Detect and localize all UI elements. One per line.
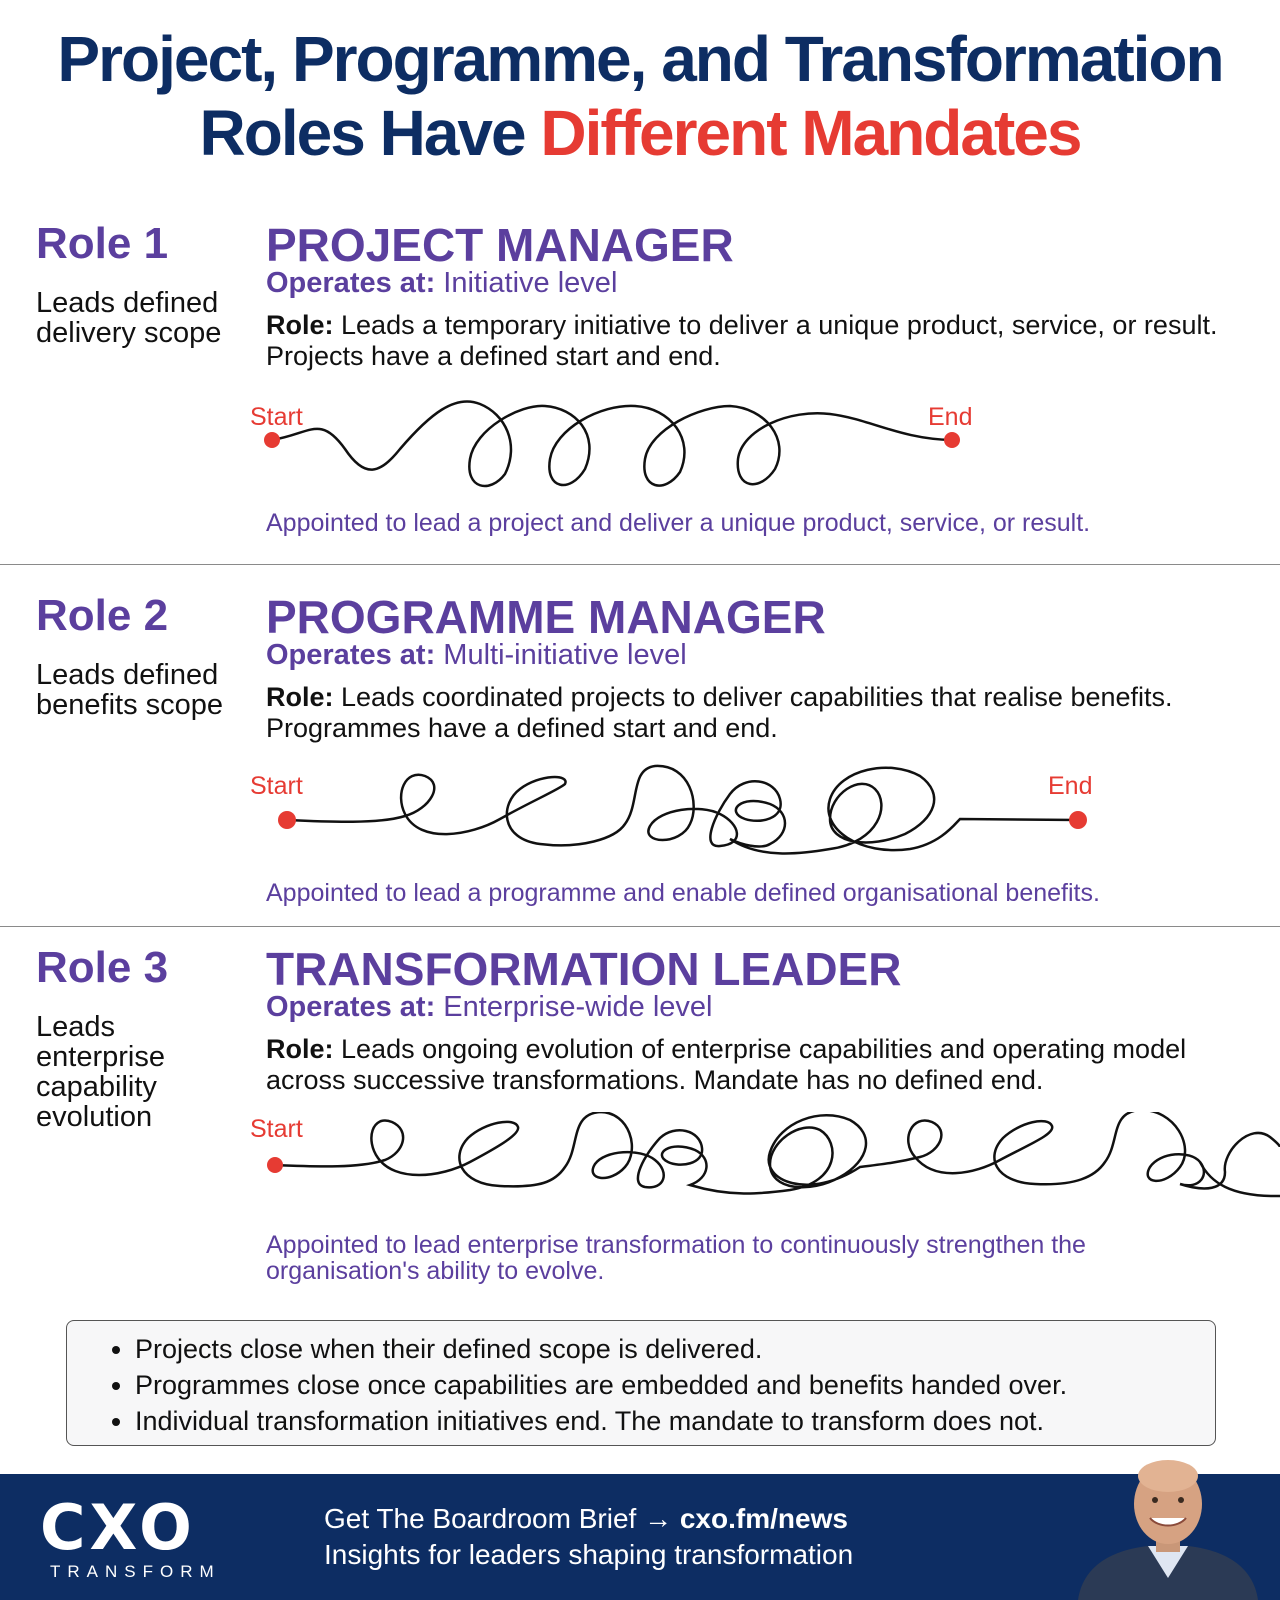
summary-notes-box [66, 1320, 1216, 1446]
start-label: Start [250, 772, 303, 800]
newsletter-cta [324, 1502, 848, 1536]
logo-subtext: TRANSFORM [50, 1562, 221, 1581]
start-label: Start [250, 403, 303, 431]
title-line-1: Project, Programme, and Transformation [57, 23, 1223, 95]
start-dot [278, 811, 296, 829]
operates-value: Enterprise-wide level [443, 991, 713, 1023]
note-item: • Programmes close once capabilities are embedded and benefits handed over. [135, 1367, 1215, 1403]
section-divider [0, 564, 1280, 565]
footer-banner [0, 1474, 1280, 1600]
journey-path-diagram [0, 394, 1280, 524]
note-item: • Individual transformation initiatives end. The mandate to transform does not. [135, 1403, 1215, 1439]
operates-label: Operates at: [266, 991, 436, 1023]
operates-value: Initiative level [443, 267, 618, 299]
title-accent-text: Different Mandates [540, 97, 1081, 169]
operates-label: Operates at: [266, 267, 436, 299]
journey-path [287, 766, 1078, 854]
role-title: PROJECT MANAGER [266, 219, 734, 271]
operates-at [266, 266, 617, 300]
journey-path [275, 1112, 1280, 1194]
role-summary: Leads defined benefits scope [36, 659, 224, 721]
role-label: Role: [266, 1034, 334, 1064]
journey-path-diagram [0, 1112, 1280, 1242]
note-item: • Projects close when their defined scope is delivered. [135, 1331, 1215, 1367]
journey-path-diagram [0, 764, 1280, 894]
title-line-2 [0, 96, 1280, 170]
end-dot [944, 432, 960, 448]
appointed-text: Appointed to lead a programme and enable defined organisational benefits. [266, 879, 1100, 907]
page-title [0, 22, 1280, 170]
role-number: Role 2 [36, 591, 169, 640]
role-title: PROGRAMME MANAGER [266, 591, 826, 643]
role-description [266, 1034, 1256, 1096]
journey-path-tail [1200, 1162, 1280, 1196]
role-description [266, 682, 1256, 744]
appointed-text: Appointed to lead a project and deliver a unique product, service, or result. [266, 509, 1091, 537]
end-label: End [1048, 772, 1093, 800]
appointed-text: Appointed to lead enterprise transformation to continuously strengthen the organisation's ability to evolve. [266, 1231, 1086, 1285]
operates-value: Multi-initiative level [443, 639, 687, 671]
role-text: Leads a temporary initiative to deliver a unique product, service, or result. Projects have a defined start and end. [266, 310, 1218, 371]
cta-text: Get The Boardroom Brief → [324, 1503, 673, 1534]
end-label: End [928, 403, 973, 431]
operates-at [266, 638, 687, 672]
end-dot [1069, 811, 1087, 829]
notes-list [105, 1331, 1215, 1439]
start-dot [267, 1157, 283, 1173]
role-title: TRANSFORMATION LEADER [266, 943, 902, 995]
newsletter-link[interactable]: cxo.fm/news [679, 1503, 848, 1534]
operates-at [266, 990, 712, 1024]
role-number: Role 1 [36, 219, 169, 268]
role-number: Role 3 [36, 943, 169, 992]
role-summary: Leads enterprise capability evolution [36, 1011, 165, 1133]
role-summary: Leads defined delivery scope [36, 287, 222, 349]
role-description [266, 310, 1256, 372]
role-label: Role: [266, 310, 334, 340]
presenter-portrait [1068, 1450, 1268, 1600]
section-divider [0, 926, 1280, 927]
operates-label: Operates at: [266, 639, 436, 671]
role-text: Leads coordinated projects to deliver capabilities that realise benefits. Programmes have a defined start and end. [266, 682, 1173, 743]
footer-tagline: Insights for leaders shaping transformation [324, 1539, 854, 1570]
start-label: Start [250, 1115, 303, 1143]
logo-text: CXO [40, 1491, 196, 1564]
role-text: Leads ongoing evolution of enterprise capabilities and operating model across successive transformations. Mandate has no defined end. [266, 1034, 1187, 1095]
title-main-text: Roles Have [199, 97, 525, 169]
start-dot [264, 432, 280, 448]
role-label: Role: [266, 682, 334, 712]
journey-path [272, 401, 952, 486]
cxo-logo [40, 1491, 240, 1588]
